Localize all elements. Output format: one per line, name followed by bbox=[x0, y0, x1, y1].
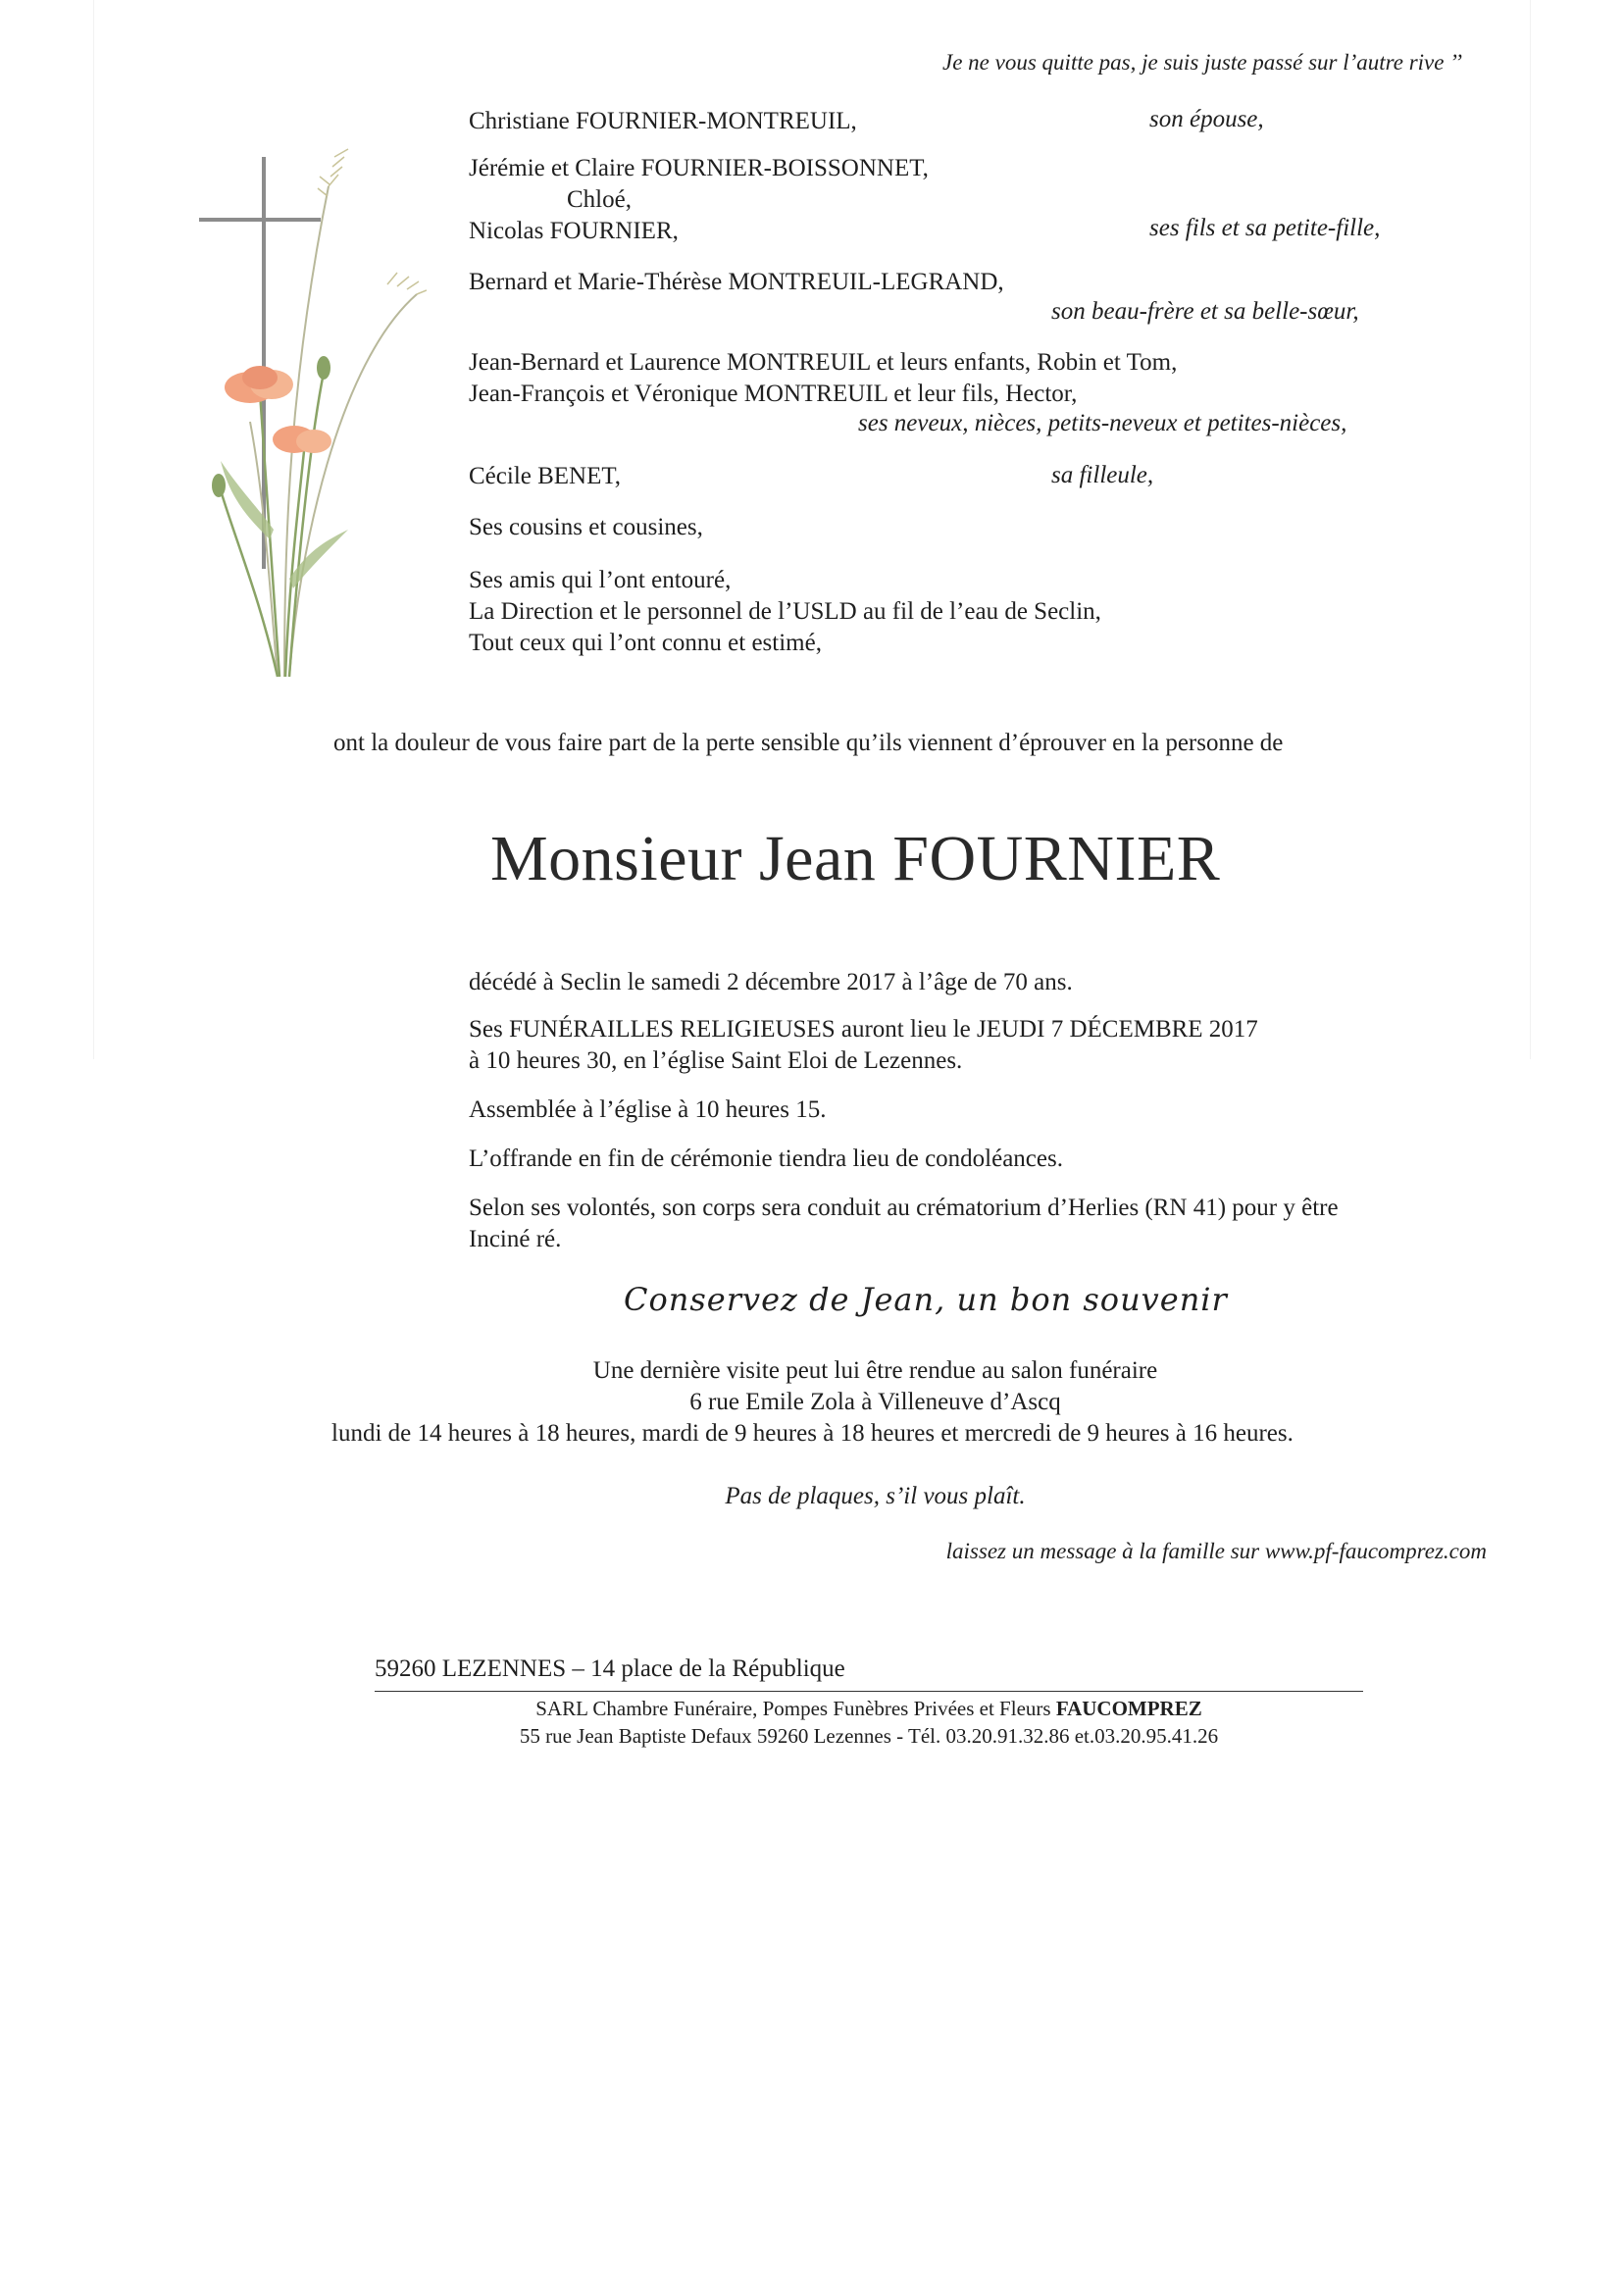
footer-company bbox=[375, 1695, 1363, 1722]
family-line-2: Jérémie et Claire FOURNIER-BOISSONNET, bbox=[469, 155, 929, 181]
poppy-bud-1 bbox=[317, 356, 330, 380]
poppy-stems bbox=[221, 373, 324, 677]
no-plaques-note: Pas de plaques, s’il vous plaît. bbox=[725, 1483, 1026, 1509]
family-line-7: Jean-François et Véronique MONTREUIL et leur fils, Hector, bbox=[469, 381, 1078, 407]
family-line-4: Nicolas FOURNIER, bbox=[469, 218, 679, 244]
family-role-5: son beau-frère et sa belle-sœur, bbox=[1051, 298, 1359, 325]
epigraph-quote: Je ne vous quitte pas, je suis juste passé sur l’autre rive ’’ bbox=[942, 50, 1462, 75]
family-line-5: Bernard et Marie-Thérèse MONTREUIL-LEGRAND, bbox=[469, 269, 1004, 295]
family-line-10: Ses amis qui l’ont entouré, bbox=[469, 567, 732, 593]
family-line-9: Ses cousins et cousines, bbox=[469, 514, 703, 540]
poppy-leaves bbox=[221, 461, 348, 588]
family-line-8: Cécile BENET, bbox=[469, 463, 622, 489]
death-detail: décédé à Seclin le samedi 2 décembre 2017 à l’âge de 70 ans. bbox=[469, 969, 1073, 995]
page-edge-left bbox=[93, 0, 94, 1059]
poppy-flower-2 bbox=[273, 426, 331, 453]
family-line-6: Jean-Bernard et Laurence MONTREUIL et leurs enfants, Robin et Tom, bbox=[469, 349, 1178, 376]
footer-company-brand: FAUCOMPREZ bbox=[1055, 1697, 1202, 1720]
deceased-name: Monsieur Jean FOURNIER bbox=[490, 823, 1221, 894]
family-line-12: Tout ceux qui l’ont connu et estimé, bbox=[469, 630, 822, 656]
footer-rule bbox=[375, 1691, 1363, 1692]
funeral-detail-2: à 10 heures 30, en l’église Saint Eloi de Lezennes. bbox=[469, 1047, 963, 1074]
cremation-detail-2: Inciné ré. bbox=[469, 1226, 562, 1252]
wheat-ears bbox=[318, 149, 427, 294]
family-line-11: La Direction et le personnel de l’USLD au fil de l’eau de Seclin, bbox=[469, 598, 1101, 625]
page-edge-right bbox=[1530, 0, 1531, 1059]
website-note: laissez un message à la famille sur www.pf-faucomprez.com bbox=[945, 1539, 1487, 1563]
funeral-detail-1: Ses FUNÉRAILLES RELIGIEUSES auront lieu le JEUDI 7 DÉCEMBRE 2017 bbox=[469, 1016, 1258, 1043]
poppy-bud-2 bbox=[212, 474, 226, 497]
visit-line-2: 6 rue Emile Zola à Villeneuve d’Ascq bbox=[689, 1389, 1061, 1415]
family-role-7: ses neveux, nièces, petits-neveux et petites-nièces, bbox=[858, 410, 1347, 436]
footer-company-text: SARL Chambre Funéraire, Pompes Funèbres Privées et Fleurs bbox=[535, 1697, 1056, 1720]
cremation-detail-1: Selon ses volontés, son corps sera conduit au crématorium d’Herlies (RN 41) pour y être bbox=[469, 1195, 1339, 1221]
family-line-1: Christiane FOURNIER-MONTREUIL, bbox=[469, 108, 857, 134]
footer-contact: 55 rue Jean Baptiste Defaux 59260 Lezennes - Tél. 03.20.91.32.86 et.03.20.95.41.26 bbox=[519, 1724, 1219, 1748]
poppy-flower-1 bbox=[225, 366, 293, 403]
family-role-4: ses fils et sa petite-fille, bbox=[1149, 215, 1381, 241]
cross-horizontal bbox=[199, 218, 321, 222]
family-line-3: Chloé, bbox=[567, 186, 632, 213]
announcement-text: ont la douleur de vous faire part de la perte sensible qu’ils viennent d’éprouver en la personne de bbox=[333, 730, 1284, 756]
offering-detail: L’offrande en fin de cérémonie tiendra lieu de condoléances. bbox=[469, 1146, 1063, 1172]
remembrance-script: Conservez de Jean, un bon souvenir bbox=[624, 1281, 1228, 1318]
visit-line-1: Une dernière visite peut lui être rendue au salon funéraire bbox=[592, 1357, 1158, 1384]
family-role-1: son épouse, bbox=[1149, 106, 1264, 132]
assembly-detail: Assemblée à l’église à 10 heures 15. bbox=[469, 1096, 827, 1123]
visit-line-3: lundi de 14 heures à 18 heures, mardi de 9 heures à 18 heures et mercredi de 9 heures à 16 heures. bbox=[331, 1420, 1294, 1447]
family-role-8: sa filleule, bbox=[1051, 462, 1154, 488]
cross-poppies-illustration bbox=[191, 127, 427, 687]
local-address: 59260 LEZENNES – 14 place de la République bbox=[375, 1655, 845, 1682]
